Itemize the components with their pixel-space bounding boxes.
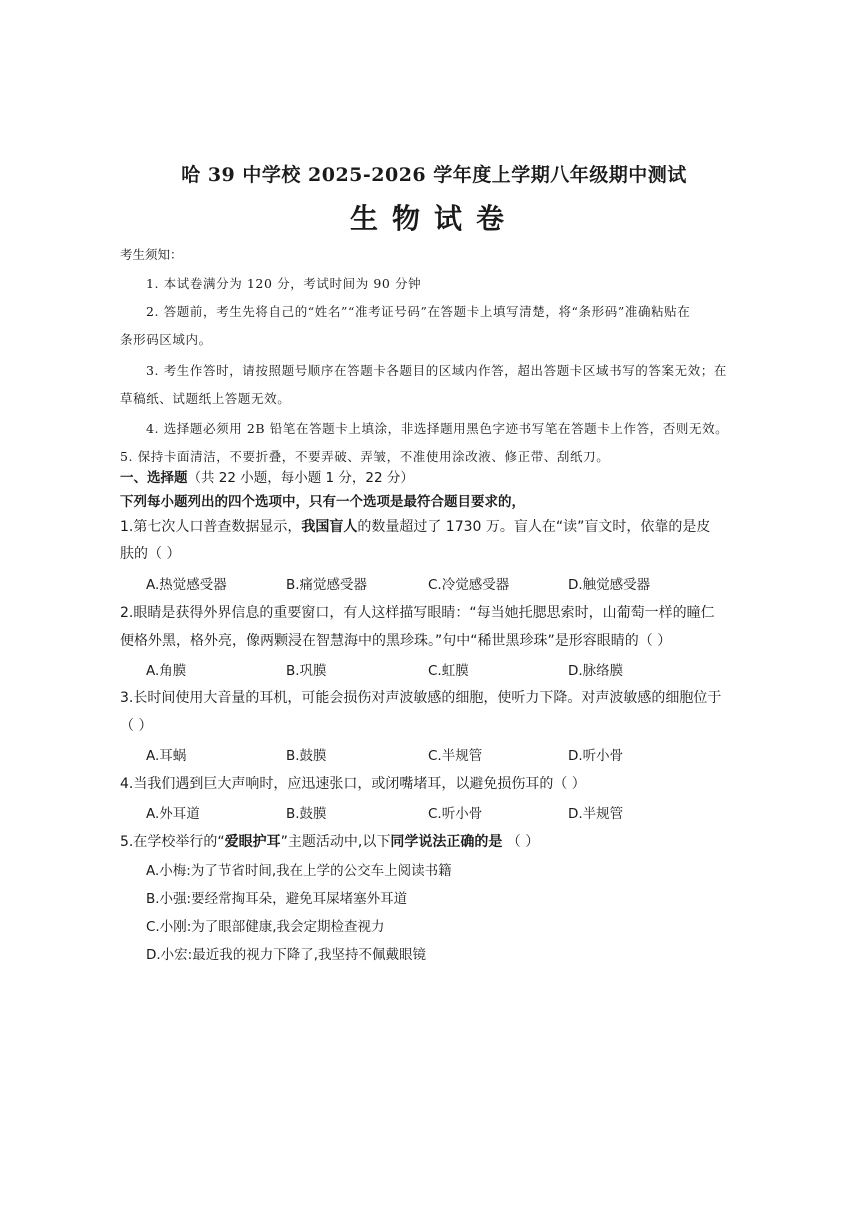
exam-title: 哈 39 中学校 2025-2026 学年度上学期八年级期中测试 [181,164,687,186]
q5-option-a: A.小梅:为了节省时间,我在上学的公交车上阅读书籍 [146,863,452,879]
notice-item-4: 4. 选择题必须用 2B 铅笔在答题卡上填涂，非选择题用黑色字迹书写笔在答题卡上作答，否则无效。 [146,421,729,436]
q5-text-bold: 爱眼护耳 [224,834,281,850]
q1-text-bold: 我国盲人 [301,519,358,535]
question-4-line-1: 4.当我们遇到巨大声响时，应迅速张口，或闭嘴堵耳，以避免损伤耳的（ ） [120,776,586,792]
q1-option-d: D.触觉感受器 [568,577,651,593]
q2-option-b: B.巩膜 [286,663,327,679]
question-1-line-2: 肤的（ ） [120,546,181,562]
q3-option-a: A.耳蜗 [146,748,187,764]
question-1-line-1 [120,516,750,536]
q5-text-a: 5.在学校举行的“ [120,834,225,850]
notice-item-1: 1. 本试卷满分为 120 分，考试时间为 90 分钟 [146,276,422,291]
q2-option-d: D.脉络膜 [568,663,624,679]
question-3-line-2: （ ） [120,718,153,734]
section-instruction: 下列每小题列出的四个选项中，只有一个选项是最符合题目要求的， [120,494,525,510]
question-2-line-1: 2.眼睛是获得外界信息的重要窗口，有人这样描写眼睛：“每当她托腮思索时，山葡萄一样的瞳仁 [120,605,715,621]
notice-item-2-cont: 条形码区域内。 [120,332,212,347]
q5-text-bold-2: 同学说法正确的是 [390,834,503,850]
subject-title: 生物试卷 [349,202,518,235]
notice-item-3: 3. 考生作答时，请按照题号顺序在答题卡各题目的区域内作答，超出答题卡区域书写的答案无效；在 [146,363,728,378]
q1-text-a: 1.第七次人口普查数据显示， [120,519,302,535]
question-5-line-1 [120,831,750,851]
q1-option-c: C.冷觉感受器 [428,577,510,593]
question-2-line-2: 便格外黑，格外亮，像两颗浸在智慧海中的黑珍珠。”句中“稀世黑珍珠”是形容眼睛的（ ） [120,633,672,649]
q2-option-a: A.角膜 [146,663,187,679]
q3-option-d: D.听小骨 [568,748,624,764]
q5-option-b: B.小强:要经常掏耳朵，避免耳屎堵塞外耳道 [146,891,408,907]
q3-option-c: C.半规管 [428,748,483,764]
q4-option-c: C.听小骨 [428,806,483,822]
question-3-line-1: 3.长时间使用大音量的耳机，可能会损伤对声波敏感的细胞，使听力下降。对声波敏感的细胞位于 [120,690,722,706]
q2-option-c: C.虹膜 [428,663,469,679]
q4-option-b: B.鼓膜 [286,806,327,822]
section-note: （共 22 小题，每小题 1 分，22 分） [187,470,414,486]
q3-option-b: B.鼓膜 [286,748,327,764]
q5-text-b: ”主题活动中,以下 [280,834,391,850]
q5-text-c: （ ） [502,834,540,850]
q5-option-c: C.小刚:为了眼部健康,我会定期检查视力 [146,919,385,935]
notice-item-5: 5. 保持卡面清洁，不要折叠，不要弄破、弄皱，不准使用涂改液、修正带、刮纸刀。 [120,449,610,464]
section-title: 一、选择题 [120,470,188,486]
notice-item-3-cont: 草稿纸、试题纸上答题无效。 [120,391,291,406]
notice-item-2: 2. 答题前，考生先将自己的“姓名”“准考证号码”在答题卡上填写清楚，将“条形码”准确粘贴在 [146,304,691,319]
q1-option-a: A.热觉感受器 [146,577,227,593]
notice-heading: 考生须知： [120,247,183,262]
q4-option-d: D.半规管 [568,806,624,822]
q4-option-a: A.外耳道 [146,806,200,822]
q1-option-b: B.痛觉感受器 [286,577,368,593]
q5-option-d: D.小宏:最近我的视力下降了,我坚持不佩戴眼镜 [146,947,427,963]
q1-text-b: 的数量超过了 1730 万。盲人在“读”盲文时，依靠的是皮 [357,519,711,535]
section-heading [120,466,750,486]
